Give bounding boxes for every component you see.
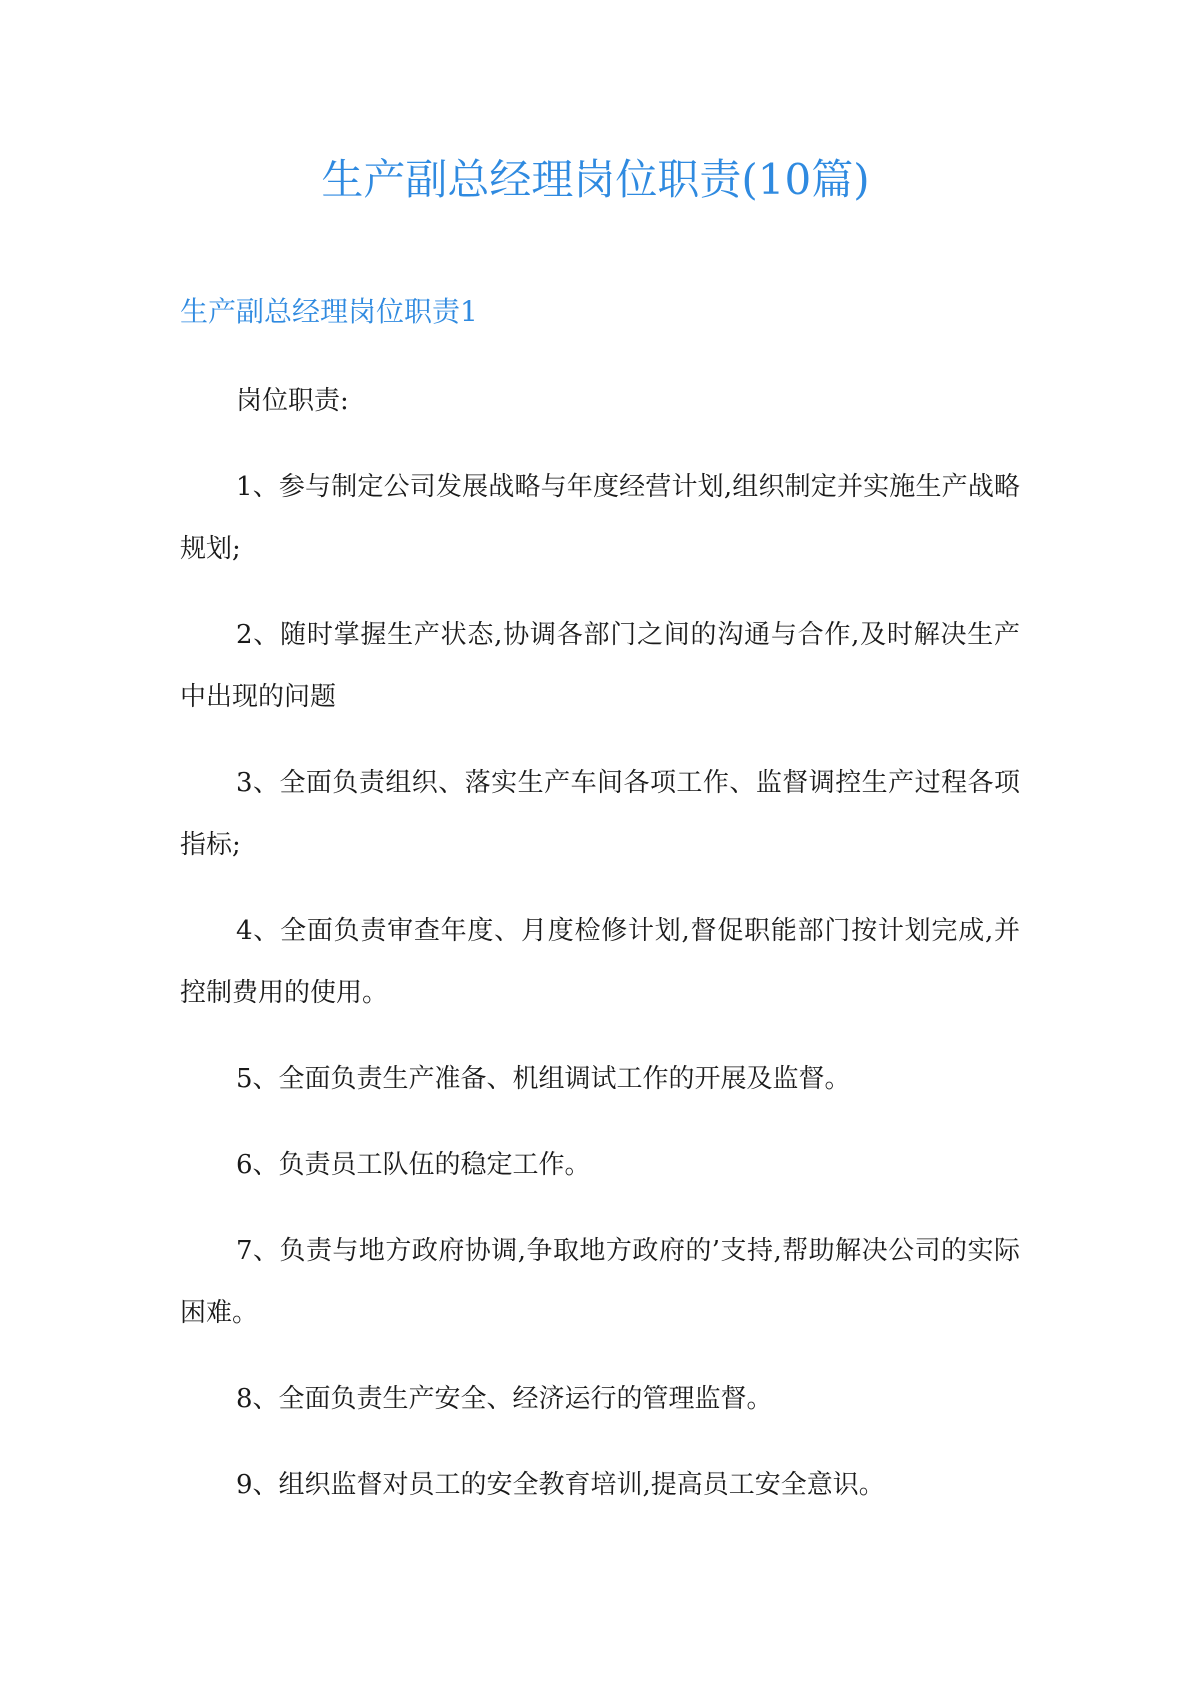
duty-item-6: 6、负责员工队伍的稳定工作。: [236, 1150, 591, 1180]
document-body: [180, 370, 1020, 1540]
duty-item-7: 7、负责与地方政府协调,争取地方政府的’支持,帮助解决公司的实际困难。: [180, 1236, 1020, 1328]
section-heading: 生产副总经理岗位职责1: [180, 295, 478, 328]
duty-item-3: 3、全面负责组织、落实生产车间各项工作、监督调控生产过程各项指标;: [180, 768, 1020, 860]
duties-label: 岗位职责:: [236, 386, 349, 416]
document-title: 生产副总经理岗位职责(10篇): [321, 155, 870, 204]
duty-item-8: 8、全面负责生产安全、经济运行的管理监督。: [236, 1384, 773, 1414]
duty-item-4: 4、全面负责审查年度、月度检修计划,督促职能部门按计划完成,并控制费用的使用。: [180, 916, 1020, 1008]
duty-item-5: 5、全面负责生产准备、机组调试工作的开展及监督。: [236, 1064, 851, 1094]
duty-item-9: 9、组织监督对员工的安全教育培训,提高员工安全意识。: [236, 1470, 885, 1500]
duty-item-2: 2、随时掌握生产状态,协调各部门之间的沟通与合作,及时解决生产中出现的问题: [180, 620, 1020, 712]
duty-item-1: 1、参与制定公司发展战略与年度经营计划,组织制定并实施生产战略规划;: [180, 472, 1020, 564]
